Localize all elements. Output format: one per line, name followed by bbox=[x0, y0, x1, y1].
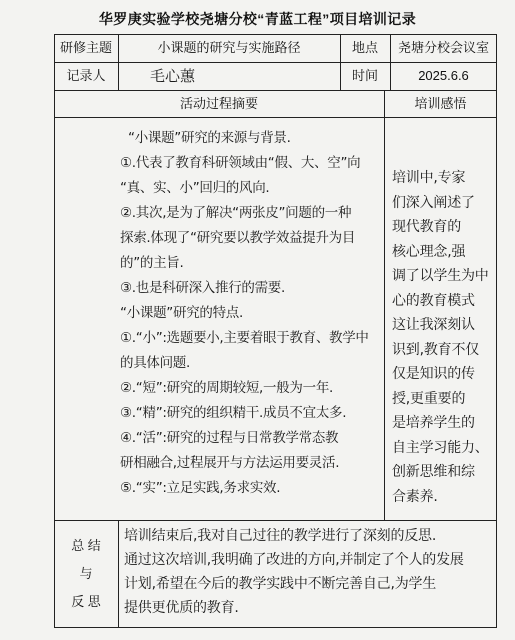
summary-line: ①.代表了教育科研领域由“假、大、空”向 bbox=[120, 155, 361, 171]
reflection-content bbox=[124, 524, 494, 620]
summary-line: ④.“活”:研究的过程与日常教学常态教 bbox=[120, 430, 339, 446]
insight-line: 培训中,专家 bbox=[392, 170, 466, 186]
insight-content bbox=[392, 166, 496, 509]
location-value: 尧塘分校会议室 bbox=[397, 40, 489, 55]
summary-line: 的”的主旨. bbox=[120, 255, 184, 271]
summary-header: 活动过程摘要 bbox=[179, 96, 258, 111]
insight-line: 仅是知识的传 bbox=[392, 366, 475, 382]
time-label: 时间 bbox=[351, 68, 378, 83]
summary-line: ③.“精”:研究的组织精干.成员不宜太多. bbox=[120, 405, 347, 421]
summary-line: 研相融合,过程展开与方法运用要灵活. bbox=[120, 455, 340, 471]
time-value: 2025.6.6 bbox=[418, 68, 469, 83]
reflection-label-line: 与 bbox=[79, 566, 93, 581]
summary-content bbox=[120, 126, 382, 501]
insight-line: 合素养. bbox=[392, 488, 438, 505]
reflection-line: 提供更优质的教育. bbox=[124, 600, 239, 616]
location-label: 地点 bbox=[351, 40, 378, 55]
topic-label: 研修主题 bbox=[59, 40, 112, 55]
insight-line: 创新思维和综 bbox=[392, 464, 475, 480]
insight-line: 们深入阐述了 bbox=[392, 194, 475, 211]
summary-line: 的具体问题. bbox=[120, 355, 190, 371]
summary-line: 探索.体现了“研究要以教学效益提升为目 bbox=[120, 230, 356, 246]
insight-header: 培训感悟 bbox=[414, 96, 467, 111]
reflection-label-line: 反 思 bbox=[71, 594, 101, 609]
topic-value: 小课题的研究与实施路径 bbox=[157, 40, 301, 55]
summary-line: “小课题”研究的来源与背景. bbox=[128, 130, 291, 146]
insight-line: 现代教育的 bbox=[392, 219, 461, 235]
insight-line: 自主学习能力、 bbox=[392, 439, 489, 456]
table-divider bbox=[54, 117, 497, 118]
summary-line: ②.“短”:研究的周期较短,一般为一年. bbox=[120, 380, 334, 396]
reflection-label bbox=[54, 532, 118, 616]
reflection-label-line: 总 结 bbox=[71, 538, 101, 553]
insight-line: 授,更重要的 bbox=[392, 390, 466, 407]
summary-line: “小课题”研究的特点. bbox=[120, 305, 243, 321]
table-divider bbox=[54, 520, 497, 521]
recorder-label: 记录人 bbox=[66, 68, 106, 83]
table-divider bbox=[118, 520, 119, 628]
insight-line: 核心理念,强 bbox=[392, 243, 466, 260]
insight-line: 调了以学生为中 bbox=[392, 268, 489, 284]
reflection-line: 通过这次培训,我明确了改进的方向,并制定了个人的发展 bbox=[124, 552, 464, 568]
reflection-line: 计划,希望在今后的教学实践中不断完善自己,为学生 bbox=[124, 576, 437, 592]
summary-line: ②.其次,是为了解决“两张皮”问题的一种 bbox=[120, 205, 352, 221]
table-divider bbox=[384, 90, 385, 520]
summary-line: ⑤.“实”:立足实践,务求实效. bbox=[120, 480, 281, 496]
insight-line: 是培养学生的 bbox=[392, 415, 475, 431]
insight-line: 心的教育模式 bbox=[392, 292, 475, 309]
summary-line: ①.“小”:选题要小,主要着眼于教育、教学中 bbox=[120, 330, 369, 346]
summary-line: ③.也是科研深入推行的需要. bbox=[120, 280, 285, 296]
recorder-name: 毛心蕙 bbox=[150, 67, 196, 85]
summary-line: “真、实、小”回归的风向. bbox=[120, 180, 270, 196]
document-title: 华罗庚实验学校尧塘分校“青蓝工程”项目培训记录 bbox=[98, 11, 417, 27]
insight-line: 这让我深刻认 bbox=[392, 317, 475, 333]
insight-line: 识到,教育不仅 bbox=[392, 341, 480, 358]
reflection-line: 培训结束后,我对自己过往的教学进行了深刻的反思. bbox=[124, 528, 437, 544]
